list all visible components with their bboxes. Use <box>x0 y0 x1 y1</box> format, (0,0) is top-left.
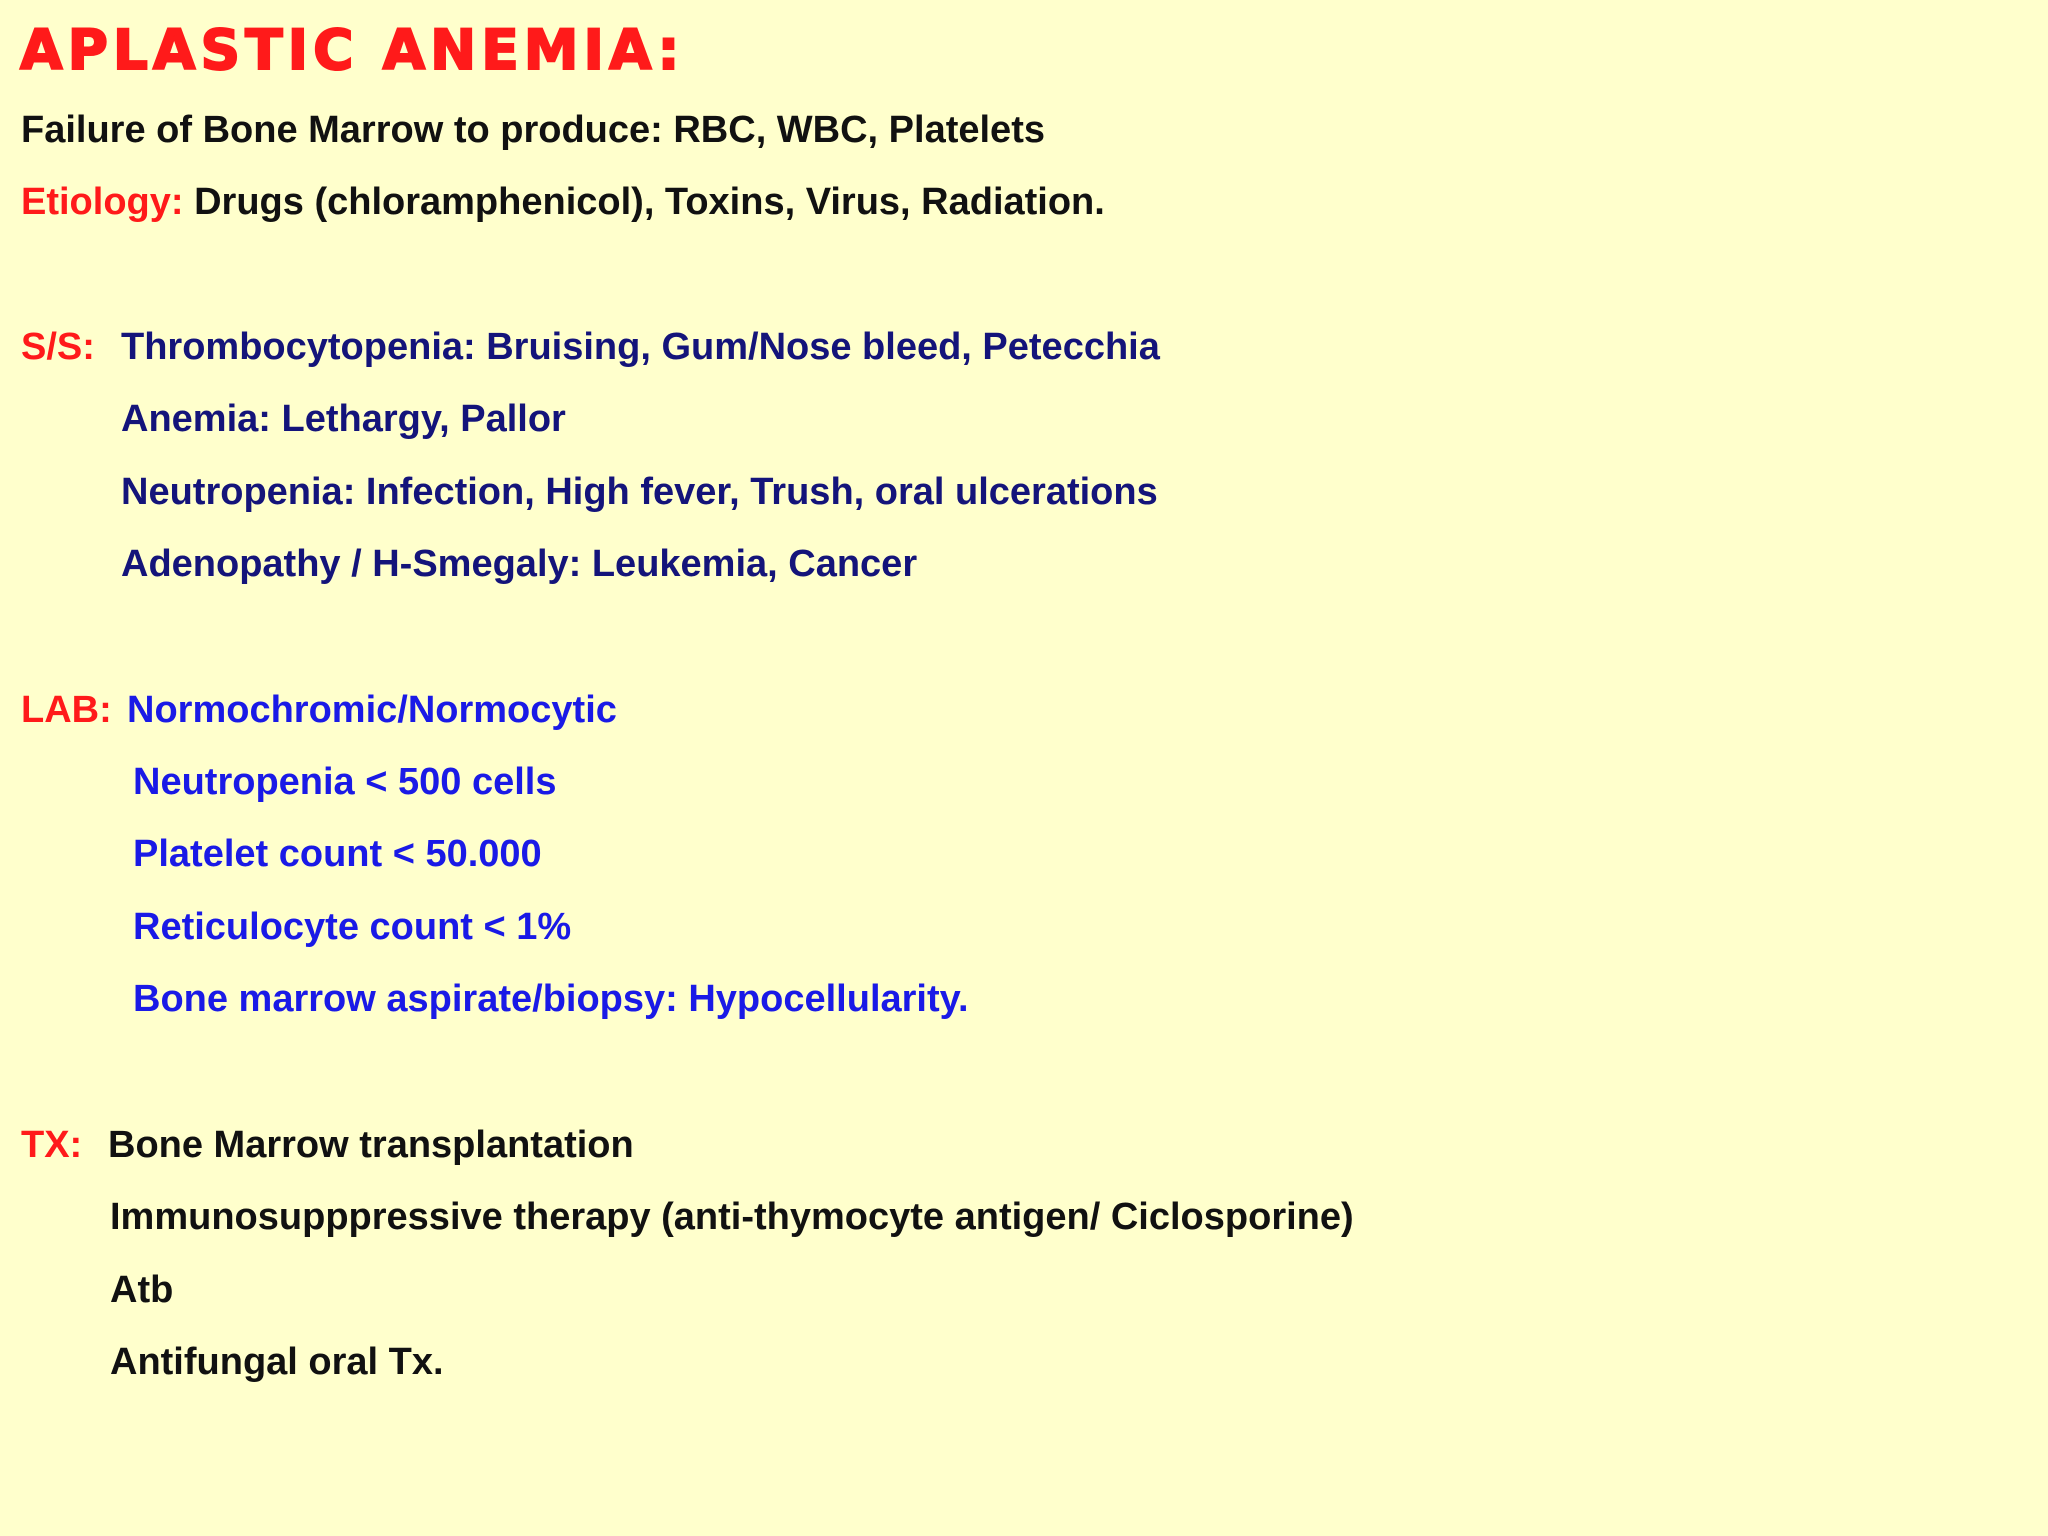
definition-line: Failure of Bone Marrow to produce: RBC, WBC, Platelets <box>21 109 1045 151</box>
etiology-line <box>21 180 1105 224</box>
signs-item: Anemia: Lethargy, Pallor <box>121 398 566 440</box>
lab-item: Neutropenia < 500 cells <box>133 761 557 803</box>
signs-item: Neutropenia: Infection, High fever, Trush, oral ulcerations <box>121 471 1158 513</box>
tx-item: Atb <box>110 1269 174 1311</box>
lab-label: LAB: <box>21 689 112 731</box>
lab-item: Normochromic/Normocytic <box>127 689 617 731</box>
signs-item: Thrombocytopenia: Bruising, Gum/Nose bleed, Petecchia <box>121 326 1160 368</box>
signs-item: Adenopathy / H-Smegaly: Leukemia, Cancer <box>121 543 918 585</box>
etiology-label: Etiology: <box>21 181 184 223</box>
lab-item: Bone marrow aspirate/biopsy: Hypocellularity. <box>133 978 969 1020</box>
tx-item: Antifungal oral Tx. <box>110 1341 444 1383</box>
tx-item: Immunosupppressive therapy (anti-thymocyte antigen/ Ciclosporine) <box>110 1196 1354 1238</box>
tx-label: TX: <box>21 1124 83 1166</box>
tx-item: Bone Marrow transplantation <box>108 1124 634 1166</box>
lab-item: Reticulocyte count < 1% <box>133 906 572 948</box>
slide-title: APLASTIC ANEMIA: <box>20 18 685 82</box>
signs-label: S/S: <box>21 326 95 368</box>
etiology-text: Drugs (chloramphenicol), Toxins, Virus, Radiation. <box>194 181 1105 223</box>
lab-item: Platelet count < 50.000 <box>133 833 542 875</box>
